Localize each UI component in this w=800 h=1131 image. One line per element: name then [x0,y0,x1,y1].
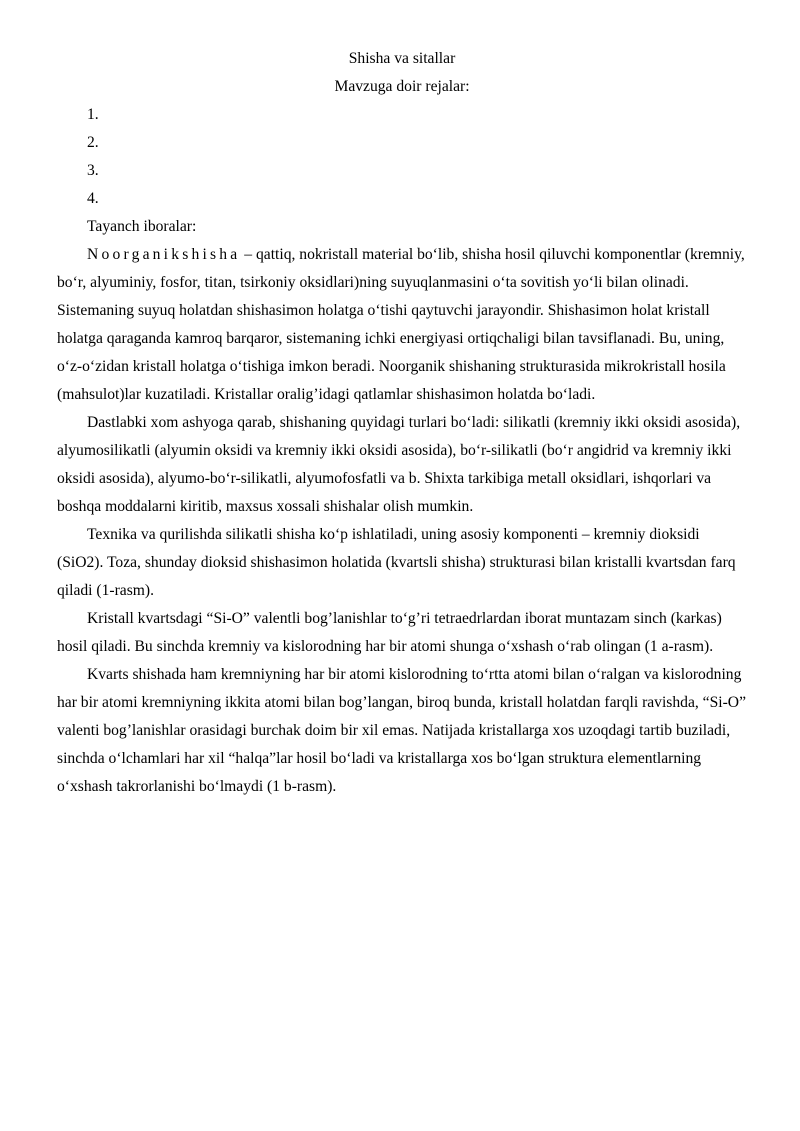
document-title: Shisha va sitallar [348,50,456,67]
plan-item-1: 1. [87,106,99,123]
plan-heading: Mavzuga doir rejalar: [334,78,470,95]
term-inorganic-glass: Noorganikshisha [87,246,241,263]
paragraph-glass-types: Dastlabki xom ashyoga qarab, shishaning quyidagi turlari bo‘ladi: silikatli (kremniy ikki oksidi asosida), alyumosilikatli (alyumin oksidi va kremniy ikki oksidi asosida), bo‘r-silikatli (bo‘r angidrid va kremniy ikki oksidi asosida), alyumo-bo‘r-silikatli, alyumofosfatli va b. Shixta tarkibiga metall oksidlari, ishqorlari va boshqa moddalarni kiritib, maxsus xossali shishalar olish mumkin. [57,414,741,515]
paragraph-inorganic-glass [57,241,747,409]
paragraph-quartz-glass: Kvarts shishada ham kremniyning har bir atomi kislorodning to‘rtta atomi bilan o‘ralgan va kislorodning har bir atomi kremniyning ikkita atomi bilan bog’langan, biroq bunda, kristall holatdan farqli ravishda, “Si-O” valenti bog’lanishlar orasidagi burchak doim bir xil emas. Natijada kristallarga xos uzoqdagi tartib buziladi, sinchda o‘lchamlari har xil “halqa”lar hosil bo‘ladi va kristallarga xos bo‘lgan struktura elementlarning o‘xshash takrorlanishi bo‘lmaydi (1 b-rasm). [57,666,746,795]
document-page [57,45,747,801]
plan-item-3: 3. [87,162,99,179]
paragraph-inorganic-glass-text: – qattiq, nokristall material bo‘lib, shisha hosil qiluvchi komponentlar (kremniy, bo‘r, alyuminiy, fosfor, titan, tsirkoniy oksidlari)ning suyuqlanmasini o‘ta sovitish yo‘li bilan olinadi. Sistemaning suyuq holatdan shishasimon holatga o‘tishi qaytuvchi jarayondir. Shishasimon holat kristall holatga qaraganda kamroq barqaror, sistemaning ichki energiyasi ortiqchaligi bilan tavsiflanadi. Bu, uning, o‘z-o‘zidan kristall holatga o‘tishiga imkon beradi. Noorganik shishaning strukturasida mikrokristall hosila (mahsulot)lar kuzatiladi. Kristallar oralig’idagi qatlamlar shishasimon holatda bo‘ladi. [57,246,745,403]
keywords-label: Tayanch iboralar: [87,218,197,235]
plan-item-2: 2. [87,134,99,151]
paragraph-crystal-quartz: Kristall kvartsdagi “Si-O” valentli bog’lanishlar to‘g’ri tetraedrlardan iborat muntazam sinch (karkas) hosil qiladi. Bu sinchda kremniy va kislorodning har bir atomi shunga o‘xshash o‘rab olingan (1 a-rasm). [57,610,722,655]
plan-item-4: 4. [87,190,99,207]
paragraph-silicate-glass: Texnika va qurilishda silikatli shisha ko‘p ishlatiladi, uning asosiy komponenti – kremniy dioksidi (SiO2). Toza, shunday dioksid shishasimon holatida (kvartsli shisha) strukturasi bilan kristalli kvartsdan farq qiladi (1-rasm). [57,526,736,599]
